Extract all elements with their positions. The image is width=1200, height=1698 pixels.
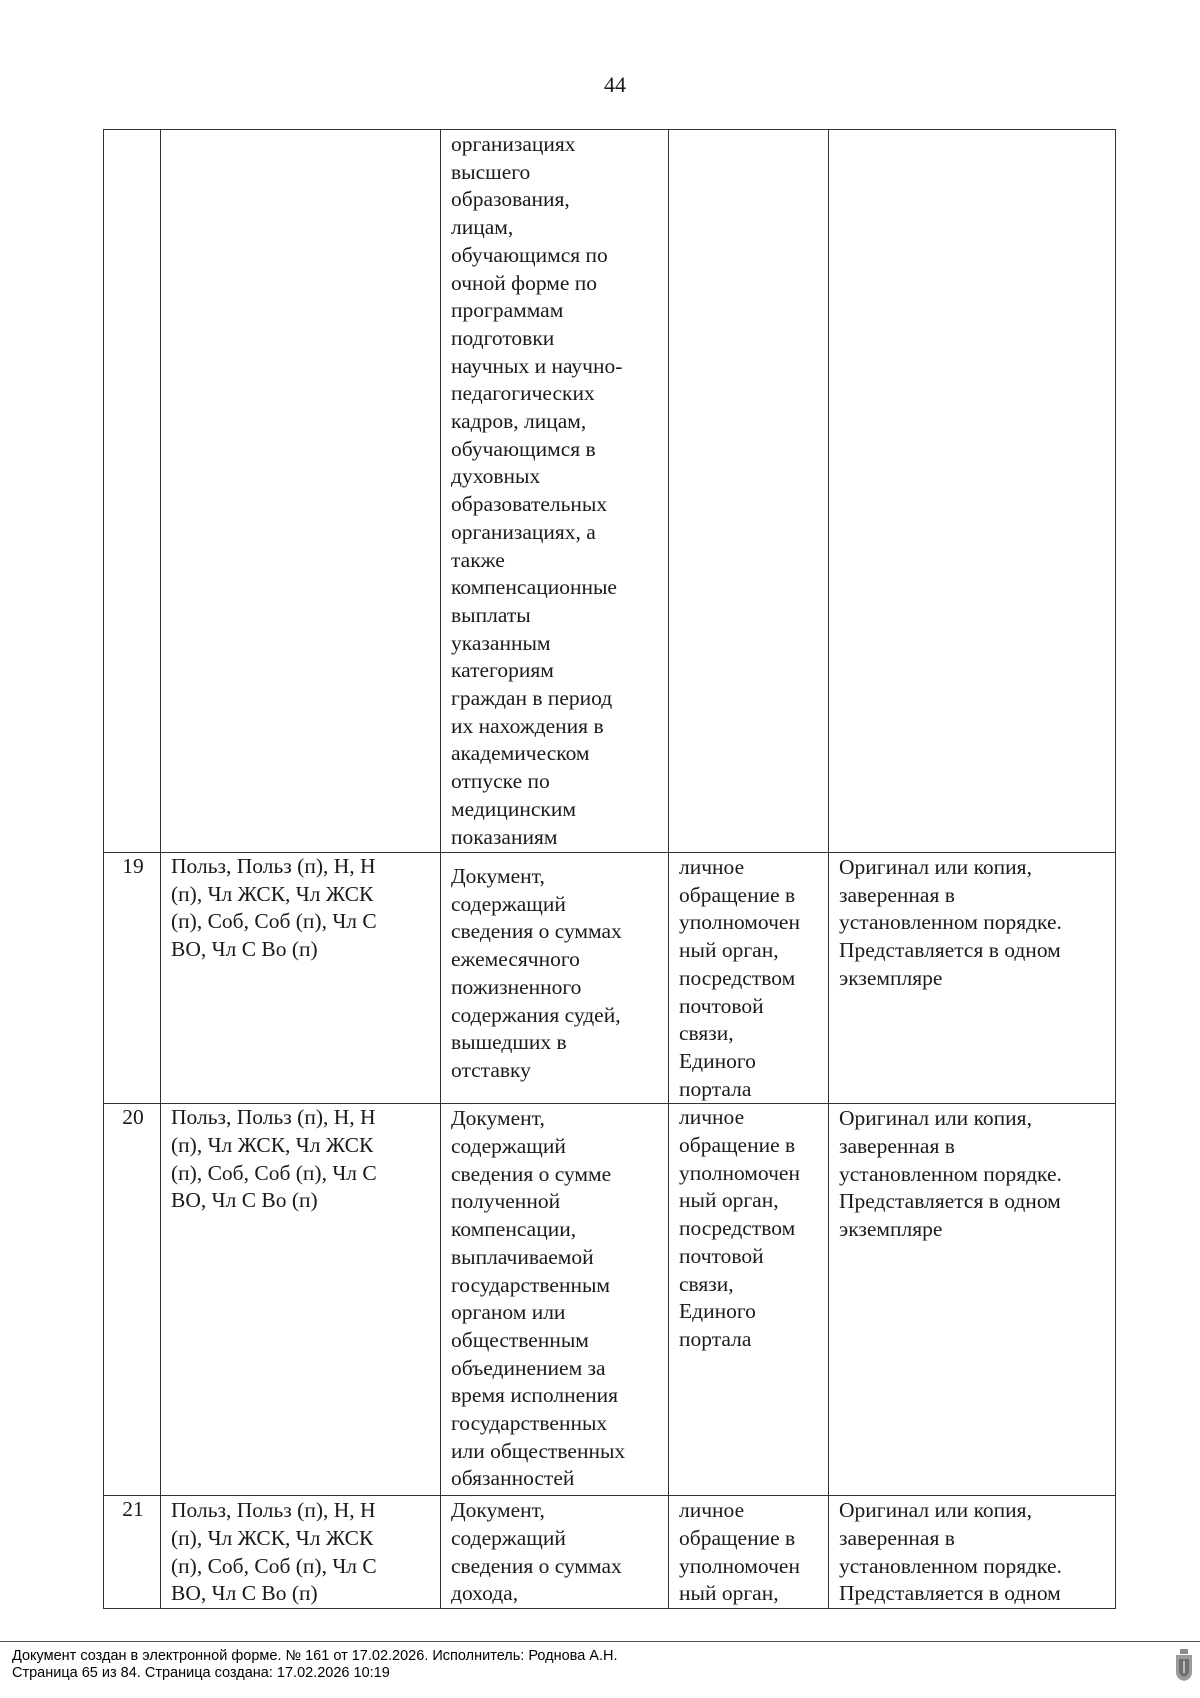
document-line: отставку: [451, 1057, 531, 1082]
document-line: образовательных: [451, 492, 608, 517]
document-line: выплаты: [451, 602, 531, 627]
table-row-continuation: [104, 130, 1116, 853]
submission-line: почтовой: [679, 1243, 764, 1268]
document-line: объединением за: [451, 1355, 606, 1380]
applicants-line: ВО, Чл С Во (п): [171, 1188, 318, 1213]
footer-creation-info: Документ создан в электронной форме. № 161 от 17.02.2026. Исполнитель: Роднова А.Н.: [12, 1648, 618, 1664]
document-line: организациях, а: [451, 519, 596, 544]
document-line: отпуске по: [451, 769, 550, 794]
documents-table: [103, 129, 1116, 1609]
document-line: ежемесячного: [451, 947, 580, 972]
document-line: образования,: [451, 187, 570, 212]
document-line: духовных: [451, 464, 541, 489]
document-line: государственным: [451, 1272, 611, 1297]
document-line: дохода,: [451, 1581, 519, 1606]
form-line: установленном порядке.: [839, 910, 1062, 935]
document-line: вышедших в: [451, 1030, 567, 1055]
submission-cell: [669, 1104, 829, 1496]
document-line: Документ,: [451, 1106, 545, 1131]
document-footer: [12, 1648, 618, 1682]
document-line: категориям: [451, 658, 554, 683]
document-line: академическом: [451, 741, 590, 766]
applicants-line: ВО, Чл С Во (п): [171, 937, 318, 962]
document-cell: [441, 130, 669, 853]
document-line: программам: [451, 298, 564, 323]
table-row-19: [104, 853, 1116, 1104]
row-number: 19: [104, 853, 161, 1104]
submission-line: уполномочен: [679, 1553, 800, 1578]
applicants-cell: [161, 1104, 441, 1496]
row-number: 21: [104, 1496, 161, 1609]
document-line: педагогических: [451, 381, 595, 406]
document-line: указанным: [451, 630, 551, 655]
page-number: 44: [604, 72, 626, 97]
submission-line: портала: [679, 1326, 752, 1351]
form-cell: [829, 853, 1116, 1104]
form-line: Представляется в одном: [839, 938, 1061, 963]
document-line: Документ,: [451, 864, 545, 888]
submission-cell: [669, 1496, 829, 1609]
document-line: время исполнения: [451, 1383, 619, 1408]
submission-line: обращение в: [679, 1133, 796, 1158]
document-line: пожизненного: [451, 974, 582, 999]
form-line: экземпляре: [839, 1217, 943, 1242]
document-line: их нахождения в: [451, 713, 604, 738]
document-line: сведения о сумме: [451, 1161, 612, 1186]
submission-line: обращение в: [679, 1526, 796, 1551]
table-row-21: [104, 1496, 1116, 1609]
applicants-line: (п), Соб, Соб (п), Чл С: [171, 1553, 377, 1578]
document-cell: [441, 853, 669, 1104]
submission-line: связи,: [679, 1021, 734, 1046]
document-cell: [441, 1104, 669, 1496]
submission-line: посредством: [679, 965, 796, 990]
form-line: Представляется в одном: [839, 1581, 1061, 1606]
submission-line: Единого: [679, 1299, 756, 1324]
footer-divider: [0, 1641, 1200, 1642]
submission-line: уполномочен: [679, 910, 800, 935]
form-line: установленном порядке.: [839, 1553, 1062, 1578]
form-line: заверенная в: [839, 882, 955, 907]
submission-line: Единого: [679, 1048, 756, 1073]
submission-line: ный орган,: [679, 1581, 779, 1606]
applicants-cell: [161, 130, 441, 853]
document-line: содержания судей,: [451, 1002, 621, 1027]
document-line: обязанностей: [451, 1466, 575, 1491]
document-line: содержащий: [451, 891, 566, 916]
number-cell: [104, 130, 161, 853]
submission-line: личное: [679, 1105, 745, 1130]
document-line: Документ,: [451, 1498, 545, 1523]
document-line: или общественных: [451, 1438, 626, 1463]
footer-page-info: Страница 65 из 84. Страница создана: 17.02.2026 10:19: [12, 1665, 390, 1681]
row-number: 20: [104, 1104, 161, 1496]
form-line: Представляется в одном: [839, 1189, 1061, 1214]
document-line: граждан в период: [451, 686, 613, 711]
form-cell: [829, 130, 1116, 853]
submission-line: ный орган,: [679, 938, 779, 963]
form-cell: [829, 1104, 1116, 1496]
submission-line: посредством: [679, 1216, 796, 1241]
table-row-20: [104, 1104, 1116, 1496]
document-line: общественным: [451, 1327, 589, 1352]
submission-cell: [669, 130, 829, 853]
document-line: сведения о суммах: [451, 919, 622, 944]
form-line: установленном порядке.: [839, 1161, 1062, 1186]
document-line: сведения о суммах: [451, 1553, 622, 1578]
form-line: заверенная в: [839, 1134, 955, 1159]
applicants-line: (п), Чл ЖСК, Чл ЖСК: [171, 1133, 374, 1158]
document-line: обучающимся по: [451, 242, 608, 267]
form-line: заверенная в: [839, 1526, 955, 1551]
document-line: кадров, лицам,: [451, 409, 587, 434]
form-line: Оригинал или копия,: [839, 855, 1032, 879]
document-line: очной форме по: [451, 270, 598, 295]
document-line: компенсации,: [451, 1217, 577, 1242]
coat-of-arms-icon: [1174, 1648, 1194, 1682]
submission-line: портала: [679, 1076, 752, 1101]
document-line: подготовки: [451, 325, 555, 350]
document-cell: [441, 1496, 669, 1609]
document-line: органом или: [451, 1300, 566, 1325]
submission-line: обращение в: [679, 882, 796, 907]
document-line: высшего: [451, 159, 531, 184]
document-line: выплачиваемой: [451, 1244, 594, 1269]
submission-line: личное: [679, 1498, 745, 1523]
applicants-line: ВО, Чл С Во (п): [171, 1581, 318, 1606]
submission-line: связи,: [679, 1271, 734, 1296]
submission-line: личное: [679, 855, 745, 879]
document-line: научных и научно-: [451, 353, 623, 378]
applicants-cell: [161, 1496, 441, 1609]
applicants-line: (п), Соб, Соб (п), Чл С: [171, 909, 377, 934]
applicants-line: Польз, Польз (п), Н, Н: [171, 1498, 376, 1523]
document-line: организациях: [451, 132, 576, 156]
form-line: Оригинал или копия,: [839, 1498, 1032, 1523]
submission-line: уполномочен: [679, 1160, 800, 1185]
form-line: экземпляре: [839, 965, 943, 990]
applicants-line: (п), Чл ЖСК, Чл ЖСК: [171, 1526, 374, 1551]
document-line: лицам,: [451, 215, 514, 240]
applicants-line: Польз, Польз (п), Н, Н: [171, 1105, 376, 1130]
submission-cell: [669, 853, 829, 1104]
document-line: содержащий: [451, 1526, 566, 1551]
document-line: полученной: [451, 1189, 561, 1214]
document-line: содержащий: [451, 1134, 566, 1159]
document-line: показаниям: [451, 824, 558, 849]
document-line: обучающимся в: [451, 436, 596, 461]
submission-line: почтовой: [679, 993, 764, 1018]
applicants-line: (п), Чл ЖСК, Чл ЖСК: [171, 881, 374, 906]
applicants-cell: [161, 853, 441, 1104]
document-line: также: [451, 547, 505, 572]
form-cell: [829, 1496, 1116, 1609]
applicants-line: (п), Соб, Соб (п), Чл С: [171, 1160, 377, 1185]
applicants-line: Польз, Польз (п), Н, Н: [171, 854, 376, 878]
document-line: медицинским: [451, 796, 576, 821]
document-line: государственных: [451, 1411, 608, 1436]
submission-line: ный орган,: [679, 1188, 779, 1213]
form-line: Оригинал или копия,: [839, 1106, 1032, 1131]
document-line: компенсационные: [451, 575, 617, 600]
